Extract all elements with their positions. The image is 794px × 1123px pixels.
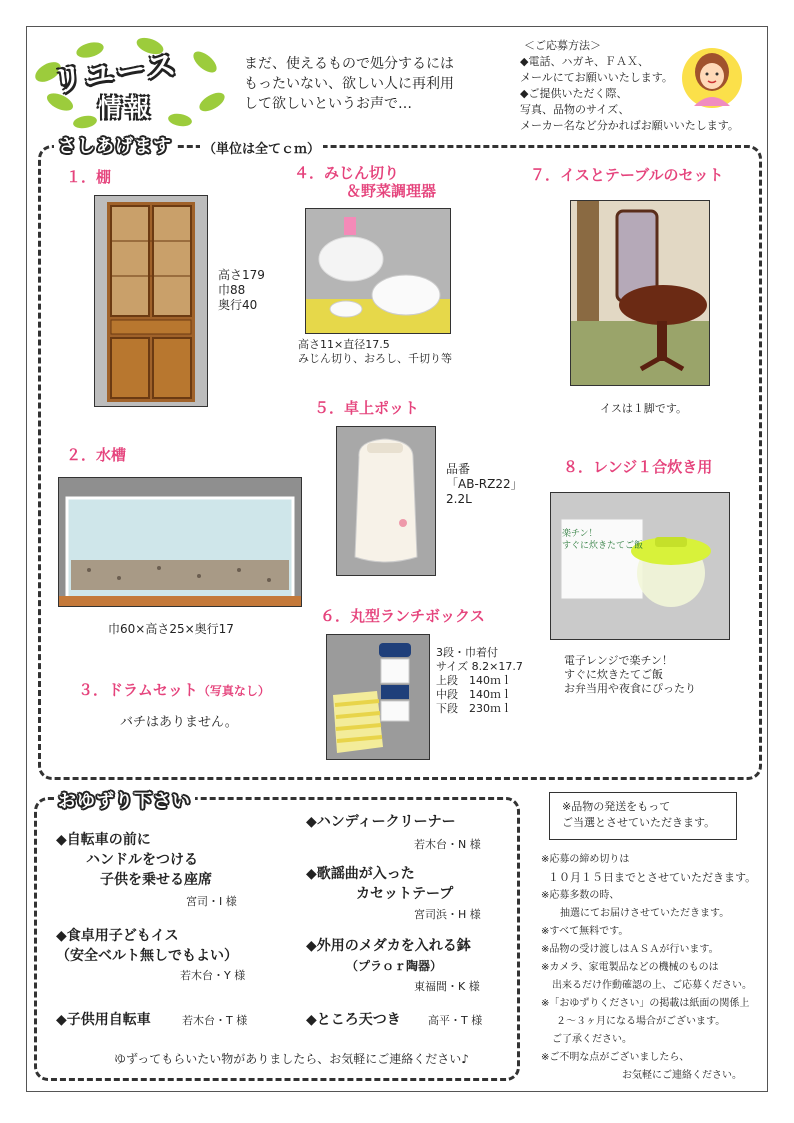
note-2: １０月１５日までとさせていただきます。	[548, 871, 757, 884]
rice-cooker-photo	[550, 492, 730, 640]
wanted-name-6: 東福間・K 様	[414, 980, 480, 993]
note-13: お気軽にご連絡ください。	[622, 1070, 742, 1081]
item3-title: ３．ドラムセット（写真なし）	[78, 681, 270, 699]
item1-title: １．棚	[66, 168, 112, 186]
note-12: ※ご不明な点がございましたら、	[541, 1052, 690, 1063]
notice-box: ※品物の発送をもって ご当選とさせていただきます。	[549, 792, 737, 840]
item5-title: ５．卓上ポット	[314, 399, 420, 417]
item1-desc: 高さ179 巾88 奥行40	[218, 268, 265, 312]
wanted-item-2: ◆食卓用子どもイス （安全ベルト無しでもよい）	[56, 928, 238, 964]
note-8: 出来るだけ作動確認の上、ご応募ください。	[552, 980, 752, 991]
wanted-item-7: ◆ところ天つき	[306, 1012, 401, 1028]
item2-title: ２．水槽	[66, 446, 127, 464]
apply-method: ＜ご応募方法＞ ◆電話、ハガキ、ＦＡＸ、 メールにてお願いいたします。 ◆ご提供いただく際、 写真、品物のサイズ、 メーカー名など分かればお願いいたします。	[520, 39, 739, 132]
wanted-item-5: ◆歌謡曲が入った カセットテープ	[306, 866, 454, 902]
wanted-name-4: 若木台・N 様	[414, 838, 481, 851]
unit-note: （単位は全てｃｍ）	[200, 138, 323, 157]
wanted-item-3: ◆子供用自転車	[56, 1012, 151, 1028]
note-4: 抽選にてお届けさせていただきます。	[560, 908, 730, 919]
item5-desc: 品番 「AB-RZ22」 2.2L	[446, 462, 523, 506]
rice-box-text: 楽チン！ すぐに炊きたてご飯	[562, 529, 644, 551]
shelf-photo	[94, 195, 208, 407]
note-5: ※すべて無料です。	[541, 926, 629, 937]
item4-desc: 高さ11×直径17.5 みじん切り、おろし、千切り等	[298, 338, 452, 365]
wanted-name-2: 若木台・Y 様	[180, 969, 246, 982]
item6-title: ６．丸型ランチボックス	[320, 607, 485, 625]
item8-desc: 電子レンジで楽チン！ すぐに炊きたてご飯 お弁当用や夜食にぴったり	[564, 654, 696, 695]
wanted-item-4: ◆ハンディークリーナー	[306, 814, 456, 830]
wanted-name-7: 高平・T 様	[428, 1014, 483, 1027]
note-7: ※カメラ、家電製品などの機械のものは	[541, 962, 719, 973]
operator-woman-icon	[680, 42, 744, 112]
wanted-item-6: ◆外用のメダカを入れる鉢 （プラｏｒ陶器）	[306, 938, 471, 973]
pot-photo	[336, 426, 436, 576]
item6-desc: 3段・巾着付 サイズ 8.2×17.7 上段 140ｍｌ 中段 140ｍｌ 下段 230ｍｌ	[436, 646, 523, 715]
chair-table-photo	[570, 200, 710, 386]
wanted-footer: ゆずってもらいたい物がありましたら、お気軽にご連絡ください♪	[114, 1052, 469, 1066]
lunchbox-photo	[326, 634, 430, 760]
item7-desc: イスは１脚です。	[600, 402, 688, 415]
item7-title: ７．イスとテーブルのセット	[530, 166, 724, 184]
wanted-name-1: 宮司・I 様	[186, 895, 237, 908]
note-3: ※応募多数の時、	[541, 890, 620, 901]
note-6: ※品物の受け渡しはＡＳＡが行います。	[541, 944, 719, 955]
note-9: ※「おゆずりください」の掲載は紙面の関係上	[541, 998, 750, 1009]
wanted-title: おゆずり下さい	[54, 787, 195, 813]
item2-desc: 巾60×高さ25×奥行17	[108, 622, 234, 636]
giveaway-title: さしあげます	[54, 132, 176, 158]
item4-title: ４．みじん切り ＆野菜調理器	[294, 164, 437, 200]
logo-line1: リユース	[50, 47, 181, 100]
wanted-item-1: ◆自転車の前に ハンドルをつける 子供を乗せる座席	[56, 832, 212, 888]
wanted-name-3: 若木台・T 様	[182, 1014, 248, 1027]
item8-title: ８．レンジ１合炊き用	[563, 458, 713, 476]
note-10: ２～３ヶ月になる場合がございます。	[556, 1016, 726, 1027]
item3-desc: バチはありません。	[120, 715, 238, 730]
aquarium-photo	[58, 477, 302, 607]
logo-line2: 情報	[98, 94, 154, 122]
food-processor-photo	[305, 208, 451, 334]
intro-text: まだ、使えるもので処分するには もったいない、欲しい人に再利用 して欲しいというお声で…	[244, 56, 454, 112]
wanted-name-5: 宮司浜・H 様	[414, 908, 481, 921]
note-11: ご了承ください。	[552, 1034, 632, 1045]
note-1: ※応募の締め切りは	[541, 854, 630, 865]
